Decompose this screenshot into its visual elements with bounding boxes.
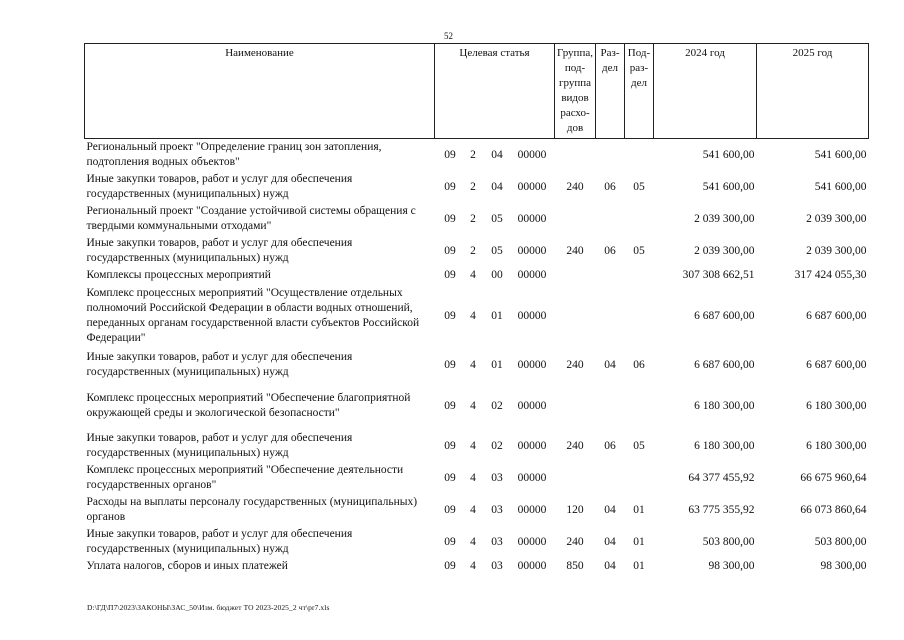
table-row — [85, 348, 869, 382]
row-section — [596, 139, 625, 172]
target-program: 09 — [444, 212, 456, 225]
row-target-article — [435, 494, 555, 526]
target-program: 09 — [444, 148, 456, 161]
row-section — [596, 203, 625, 235]
header-line: Под- — [627, 47, 651, 59]
target-subprogram: 02 — [491, 399, 503, 412]
target-type: 4 — [470, 535, 476, 548]
row-name: Иные закупки товаров, работ и услуг для обеспечения государственных (муниципальных) нужд — [86, 237, 353, 264]
row-value-2025: 66 073 860,64 — [800, 503, 867, 516]
row-subsection: 01 — [633, 560, 645, 572]
row-value-2024: 307 308 662,51 — [682, 269, 755, 281]
header-line: Группа, — [557, 47, 593, 59]
target-program: 09 — [444, 471, 456, 484]
row-group: 240 — [566, 358, 584, 371]
target-subprogram: 02 — [491, 439, 503, 452]
row-value-2025: 6 687 600,00 — [806, 309, 867, 322]
header-subsection — [625, 44, 654, 139]
target-direction: 00000 — [517, 535, 547, 548]
header-line: группа — [558, 77, 592, 89]
target-subprogram: 04 — [491, 148, 503, 161]
table-row — [85, 139, 869, 172]
target-direction: 00000 — [517, 148, 547, 161]
row-value-2024: 6 687 600,00 — [694, 358, 755, 371]
header-line: под- — [564, 62, 586, 74]
table-row — [85, 267, 869, 284]
row-subsection — [625, 382, 654, 430]
target-program: 09 — [444, 244, 456, 257]
row-subsection: 05 — [633, 244, 645, 257]
row-value-2025: 2 039 300,00 — [806, 212, 867, 225]
row-subsection — [625, 284, 654, 348]
row-name: Комплекс процессных мероприятий "Обеспечение деятельности государственных органов" — [86, 464, 404, 491]
row-name: Уплата налогов, сборов и иных платежей — [86, 560, 288, 572]
row-group — [555, 382, 596, 430]
row-value-2025: 6 687 600,00 — [806, 358, 867, 371]
target-direction: 00000 — [517, 309, 547, 322]
table-row — [85, 284, 869, 348]
row-group — [555, 284, 596, 348]
target-subprogram: 01 — [491, 309, 503, 322]
target-direction: 00000 — [517, 560, 547, 572]
target-subprogram: 05 — [491, 244, 503, 257]
row-value-2024: 2 039 300,00 — [694, 244, 755, 257]
row-section — [596, 382, 625, 430]
row-value-2025: 98 300,00 — [820, 560, 867, 572]
row-section — [596, 462, 625, 494]
row-value-2025: 6 180 300,00 — [806, 399, 867, 412]
row-section: 04 — [604, 535, 616, 548]
header-target-article: Целевая статья — [435, 44, 555, 139]
table-row — [85, 462, 869, 494]
target-direction: 00000 — [517, 503, 547, 516]
row-value-2024: 63 775 355,92 — [688, 503, 755, 516]
target-type: 4 — [470, 471, 476, 484]
header-line: раз- — [629, 62, 649, 74]
row-value-2024: 2 039 300,00 — [694, 212, 755, 225]
row-target-article — [435, 348, 555, 382]
target-program: 09 — [444, 358, 456, 371]
row-subsection: 01 — [633, 535, 645, 548]
target-subprogram: 05 — [491, 212, 503, 225]
target-type: 2 — [470, 212, 476, 225]
target-type: 2 — [470, 148, 476, 161]
header-line: дов — [566, 122, 584, 134]
table-row — [85, 203, 869, 235]
target-subprogram: 03 — [491, 535, 503, 548]
target-program: 09 — [444, 535, 456, 548]
target-program: 09 — [444, 439, 456, 452]
table-row — [85, 430, 869, 462]
row-name: Комплекс процессных мероприятий "Осуществление отдельных полномочий Российской Федерации в области водных отношений, переданных органам государственной власти субъектов Российской Федерации" — [86, 287, 420, 344]
row-target-article — [435, 382, 555, 430]
row-value-2025: 541 600,00 — [814, 180, 867, 193]
header-line: дел — [631, 77, 647, 89]
row-target-article — [435, 203, 555, 235]
row-section: 06 — [604, 244, 616, 257]
row-group — [555, 462, 596, 494]
target-program: 09 — [444, 309, 456, 322]
row-target-article — [435, 284, 555, 348]
target-direction: 00000 — [517, 269, 547, 281]
target-direction: 00000 — [517, 244, 547, 257]
row-value-2024: 6 180 300,00 — [694, 439, 755, 452]
target-type: 2 — [470, 244, 476, 257]
table-row — [85, 235, 869, 267]
row-target-article — [435, 526, 555, 558]
row-group — [555, 203, 596, 235]
table-row — [85, 382, 869, 430]
target-type: 4 — [470, 503, 476, 516]
header-line: дел — [602, 62, 618, 74]
target-type: 4 — [470, 560, 476, 572]
row-name: Иные закупки товаров, работ и услуг для обеспечения государственных (муниципальных) нужд — [86, 351, 353, 378]
target-direction: 00000 — [517, 439, 547, 452]
row-group — [555, 267, 596, 284]
row-target-article — [435, 267, 555, 284]
target-direction: 00000 — [517, 358, 547, 371]
header-year-2025: 2025 год — [757, 44, 869, 139]
row-group: 850 — [566, 560, 584, 572]
target-type: 4 — [470, 399, 476, 412]
row-group: 120 — [566, 503, 584, 516]
row-name: Региональный проект "Создание устойчивой системы обращения с твердыми коммунальными отходами" — [86, 205, 416, 232]
row-value-2024: 6 180 300,00 — [694, 399, 755, 412]
row-name: Комплекс процессных мероприятий "Обеспечение благоприятной окружающей среды и экологической безопасности" — [86, 392, 411, 419]
row-value-2024: 98 300,00 — [708, 560, 755, 572]
row-target-article — [435, 462, 555, 494]
row-section: 04 — [604, 358, 616, 371]
row-name: Иные закупки товаров, работ и услуг для обеспечения государственных (муниципальных) нужд — [86, 528, 353, 555]
row-value-2025: 66 675 960,64 — [800, 471, 867, 484]
row-subsection — [625, 267, 654, 284]
header-expense-group — [555, 44, 596, 139]
target-type: 4 — [470, 439, 476, 452]
target-subprogram: 03 — [491, 503, 503, 516]
row-section: 04 — [604, 503, 616, 516]
page-number: 52 — [444, 31, 453, 41]
row-subsection — [625, 139, 654, 172]
target-direction: 00000 — [517, 471, 547, 484]
row-value-2024: 503 800,00 — [702, 535, 755, 548]
header-name: Наименование — [85, 44, 435, 139]
row-group — [555, 139, 596, 172]
row-subsection — [625, 462, 654, 494]
row-section: 06 — [604, 180, 616, 193]
row-target-article — [435, 139, 555, 172]
target-type: 4 — [470, 309, 476, 322]
row-target-article — [435, 558, 555, 575]
target-program: 09 — [444, 180, 456, 193]
target-subprogram: 03 — [491, 560, 503, 572]
row-value-2024: 64 377 455,92 — [688, 471, 755, 484]
row-subsection — [625, 203, 654, 235]
row-target-article — [435, 430, 555, 462]
header-line: расхо- — [560, 107, 590, 119]
row-name: Расходы на выплаты персоналу государственных (муниципальных) органов — [86, 496, 418, 523]
row-value-2024: 541 600,00 — [702, 180, 755, 193]
target-subprogram: 03 — [491, 471, 503, 484]
target-type: 4 — [470, 358, 476, 371]
row-group: 240 — [566, 439, 584, 452]
row-section — [596, 267, 625, 284]
row-subsection: 01 — [633, 503, 645, 516]
row-value-2025: 503 800,00 — [814, 535, 867, 548]
row-name: Региональный проект "Определение границ зон затопления, подтопления водных объектов" — [86, 141, 382, 168]
row-section: 06 — [604, 439, 616, 452]
row-subsection: 05 — [633, 439, 645, 452]
row-name: Иные закупки товаров, работ и услуг для обеспечения государственных (муниципальных) нужд — [86, 173, 353, 200]
target-type: 4 — [470, 269, 476, 281]
table-row — [85, 494, 869, 526]
target-program: 09 — [444, 269, 456, 281]
row-section — [596, 284, 625, 348]
table-row — [85, 526, 869, 558]
target-program: 09 — [444, 399, 456, 412]
row-target-article — [435, 171, 555, 203]
row-target-article — [435, 235, 555, 267]
target-program: 09 — [444, 503, 456, 516]
header-section — [596, 44, 625, 139]
row-value-2025: 2 039 300,00 — [806, 244, 867, 257]
target-subprogram: 01 — [491, 358, 503, 371]
target-direction: 00000 — [517, 212, 547, 225]
target-subprogram: 04 — [491, 180, 503, 193]
target-type: 2 — [470, 180, 476, 193]
target-direction: 00000 — [517, 180, 547, 193]
row-name: Иные закупки товаров, работ и услуг для обеспечения государственных (муниципальных) нужд — [86, 432, 353, 459]
row-name: Комплексы процессных мероприятий — [86, 269, 271, 281]
row-value-2025: 541 600,00 — [814, 148, 867, 161]
row-value-2025: 317 424 055,30 — [794, 269, 867, 281]
target-direction: 00000 — [517, 399, 547, 412]
header-line: видов — [561, 92, 589, 104]
row-group: 240 — [566, 535, 584, 548]
file-path-footer: D:\ГД\П7\2023\ЗАКОНЫ\ЗАС_50\Изм. бюджет ТО 2023-2025_2 чт\pr7.xls — [87, 603, 330, 612]
row-section: 04 — [604, 560, 616, 572]
header-line: Раз- — [600, 47, 620, 59]
table-header-row — [85, 44, 869, 139]
budget-table — [84, 43, 869, 575]
row-group: 240 — [566, 244, 584, 257]
row-value-2024: 6 687 600,00 — [694, 309, 755, 322]
row-group: 240 — [566, 180, 584, 193]
target-subprogram: 00 — [491, 269, 503, 281]
row-value-2025: 6 180 300,00 — [806, 439, 867, 452]
table-row — [85, 558, 869, 575]
row-subsection: 06 — [633, 358, 645, 371]
row-value-2024: 541 600,00 — [702, 148, 755, 161]
row-subsection: 05 — [633, 180, 645, 193]
table-row — [85, 171, 869, 203]
header-year-2024: 2024 год — [654, 44, 757, 139]
target-program: 09 — [444, 560, 456, 572]
